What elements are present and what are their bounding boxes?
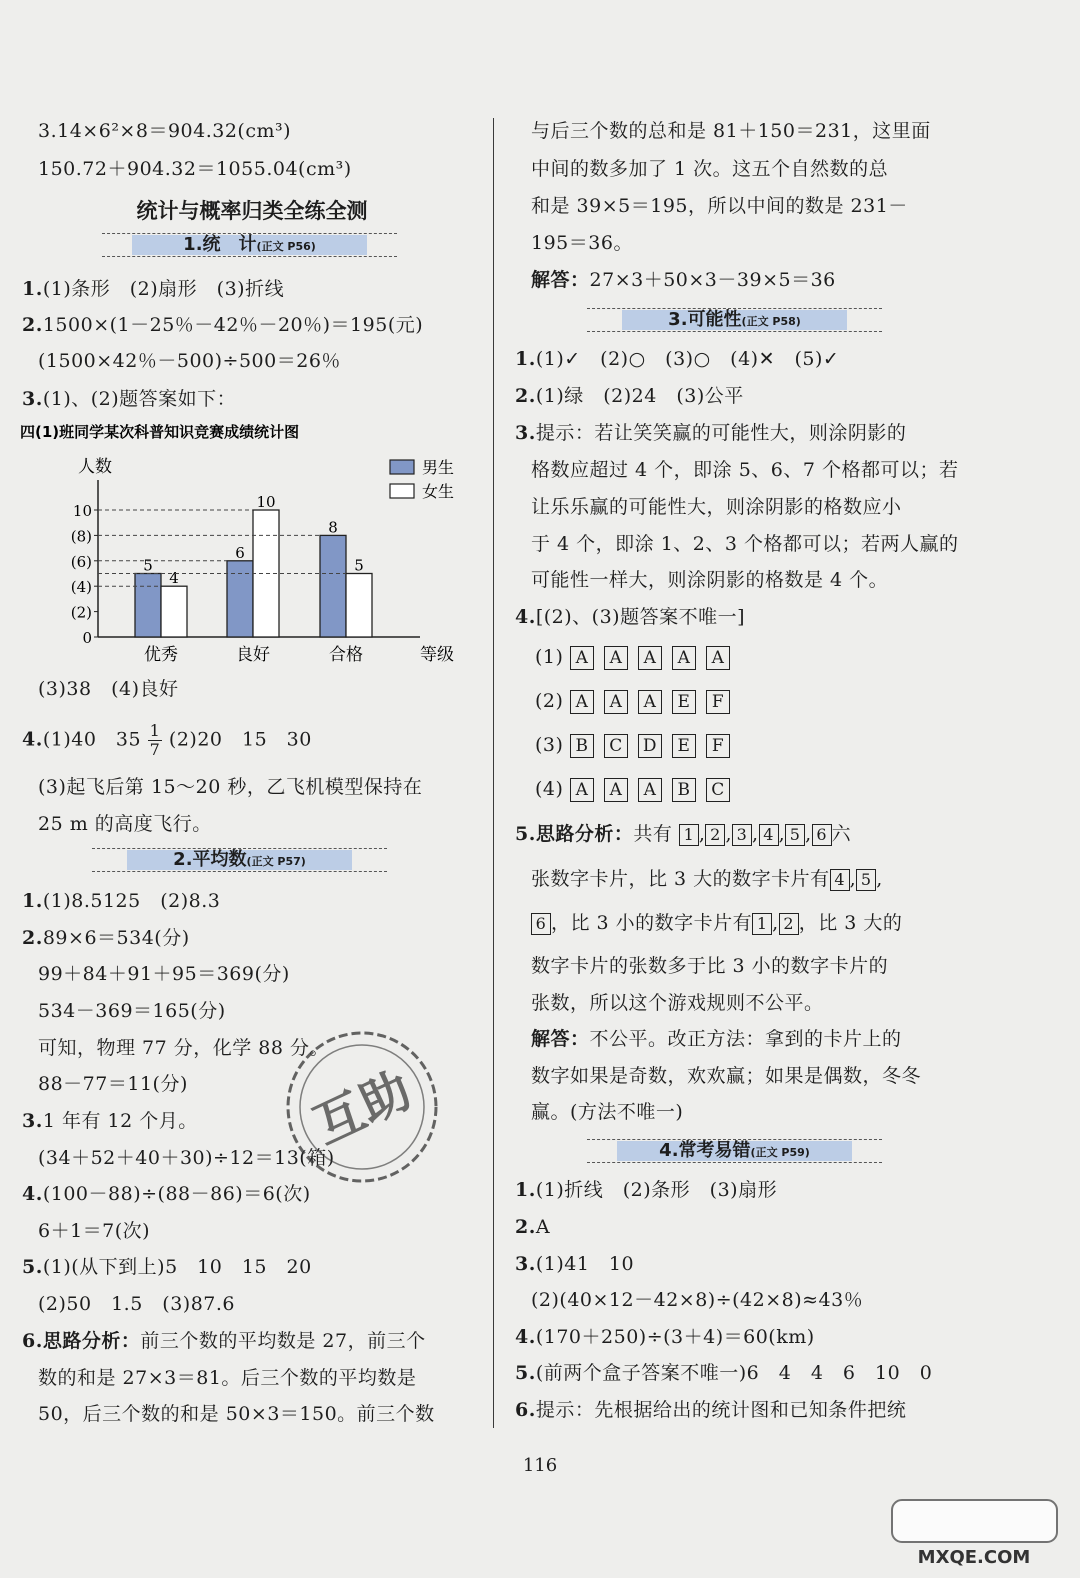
answer-line: 让乐乐赢的可能性大，则涂阴影的格数应小 [531,496,902,518]
section-heading: 统计与概率归类全练全测 [136,199,368,223]
right-column [515,0,975,1578]
legend-label: 女生 [422,482,455,501]
answer-line: 1.(1)✓ (2)○ (3)○ (4)✕ (5)✓ [515,348,840,370]
answer-line: 4.(1)40 35 $\frac{1}{7}$ (2)20 15 30 [22,721,312,759]
y-tick-label: (4) [70,578,92,597]
left-column-lower [22,0,482,1578]
data-label: 8 [328,518,338,537]
answer-line: 195＝36。 [531,232,633,254]
answer-line: 4.(170＋250)÷(3＋4)＝60(km) [515,1326,815,1348]
x-tick-label: 优秀 [144,645,178,665]
answer-line: 3.(1)41 10 [515,1253,635,1275]
answer-line: 99＋84＋91＋95＝369(分) [38,963,290,985]
stamp-seal [280,1025,445,1190]
answer-line: 数的和是 27×3＝81。后三个数的平均数是 [38,1367,417,1389]
answer-line: 25 m 的高度飞行。 [38,813,212,835]
column-divider [493,118,494,1428]
section-bar-average: 2.平均数(正文 P57) [92,848,387,872]
data-label: 4 [169,569,179,588]
answer-line: 解答：不公平。改正方法：拿到的卡片上的 [531,1028,902,1050]
y-tick-label: 10 [72,502,92,520]
answer-line: 格数应超过 4 个，即涂 5、6、7 个格都可以；若 [531,459,959,481]
answer-line: 4.(100－88)÷(88－86)＝6(次) [22,1183,311,1205]
answer-line: 6＋1＝7(次) [38,1220,151,1242]
answer-line: 张数，所以这个游戏规则不公平。 [531,992,824,1014]
answer-line: 可能性一样大，则涂阴影的格数是 4 个。 [531,569,889,591]
card-row: (2) A A A E F [535,689,740,714]
answer-line: 和是 39×5＝195，所以中间的数是 231－ [531,195,908,217]
data-label: 10 [256,493,276,511]
answer-line: 2.A [515,1216,551,1238]
legend-label: 男生 [422,458,455,477]
data-label: 5 [143,556,153,575]
stamp-text: 互助 [304,1059,420,1156]
answer-line: 3.1 年有 12 个月。 [22,1110,198,1132]
answer-line: 1.(1)条形 (2)扇形 (3)折线 [22,278,285,300]
answer-line: 2.(1)绿 (2)24 (3)公平 [515,385,744,407]
text-line: 150.72＋904.32＝1055.04(cm³) [38,158,352,180]
answer-line: 3.(1)、(2)题答案如下： [22,388,237,410]
section-ref: (正文 P56) [256,240,316,253]
answer-line: (34＋52＋40＋30)÷12＝13(箱) [38,1147,335,1169]
section-bar-common-errors: 4.常考易错(正文 P59) [587,1139,882,1163]
answer-line: 88－77＝11(分) [38,1073,188,1095]
answer-line: (3)起飞后第 15～20 秒，乙飞机模型保持在 [38,776,423,798]
y-tick-label: (8) [70,527,92,546]
x-axis-label: 等级 [420,645,454,665]
answer-line: (2)(40×12－42×8)÷(42×8)≈43％ [531,1289,864,1311]
answer-line: (2)50 1.5 (3)87.6 [38,1293,236,1315]
card-row: (1) A A A A A [535,645,740,670]
answer-line: 可知，物理 77 分，化学 88 分。 [38,1037,330,1059]
answer-line: 6.提示：先根据给出的统计图和已知条件把统 [515,1399,907,1421]
answer-line: 2.89×6＝534(分) [22,927,190,949]
answer-line: 数字卡片的张数多于比 3 小的数字卡片的 [531,955,889,977]
y-axis-label: 人数 [78,457,112,477]
y-tick-label: (2) [70,603,92,622]
answer-line: 与后三个数的总和是 81＋150＝231，这里面 [531,120,931,142]
card-row: (3) B C D E F [535,733,740,758]
answer-line: 数字如果是奇数，欢欢赢；如果是偶数，冬冬 [531,1065,922,1087]
answer-line: 534－369＝165(分) [38,1000,226,1022]
x-tick-label: 合格 [329,645,363,665]
answer-line: 6 ，比 3 小的数字卡片有 1 , 2 ，比 3 大的 [531,911,902,935]
answer-line: 于 4 个，即涂 1、2、3 个格都可以；若两人赢的 [531,533,959,555]
section-bar-probability: 3.可能性(正文 P58) [587,308,882,332]
answer-line: 5.(1)(从下到上)5 10 15 20 [22,1256,312,1278]
y-tick-label: 0 [82,629,92,647]
page-number: 116 [522,1455,558,1476]
data-label: 6 [235,543,245,562]
section-title: 1.统 计 [183,234,257,255]
answer-line: 1.(1)折线 (2)条形 (3)扇形 [515,1179,778,1201]
answer-line: 2.1500×(1－25％－42％－20％)＝195(元) [22,314,424,336]
x-tick-label: 良好 [236,645,270,665]
answer-line: (3)38 (4)良好 [38,678,179,700]
card-row: (4) A A A B C [535,777,740,802]
answer-line: 6.思路分析：前三个数的平均数是 27，前三个 [22,1330,426,1352]
text-line: 3.14×6²×8＝904.32(cm³) [38,120,292,142]
y-tick-label: (6) [70,552,92,571]
answer-line: 解答：27×3＋50×3－39×5＝36 [531,269,836,291]
watermark-logo [887,1495,1062,1570]
answer-line: 4.[(2)、(3)题答案不唯一] [515,606,745,628]
answer-line: 1.(1)8.5125 (2)8.3 [22,890,221,912]
answer-line: 张数字卡片，比 3 大的数字卡片有 4 , 5 , [531,868,883,890]
data-label: 5 [354,556,364,575]
fraction: $\frac{1}{7}$ [149,721,161,759]
answer-line: 5.(前两个盒子答案不唯一)6 4 4 6 10 0 [515,1362,933,1384]
answer-line: 赢。(方法不唯一) [531,1101,684,1123]
answer-line: 50，后三个数的和是 50×3＝150。前三个数 [38,1403,435,1425]
chart-title: 四(1)班同学某次科普知识竞赛成绩统计图 [20,423,300,441]
answer-line: 中间的数多加了 1 次。这五个自然数的总 [531,158,889,180]
watermark-text: MXQE.COM [917,1547,1031,1568]
answer-line: 3.提示：若让笑笑赢的可能性大，则涂阴影的 [515,422,907,444]
answer-line: 5.思路分析：共有 1 , 2 , 3 , 4 , 5 , 6 六 [515,823,852,845]
answer-line: (1500×42％－500)÷500＝26％ [38,350,341,372]
